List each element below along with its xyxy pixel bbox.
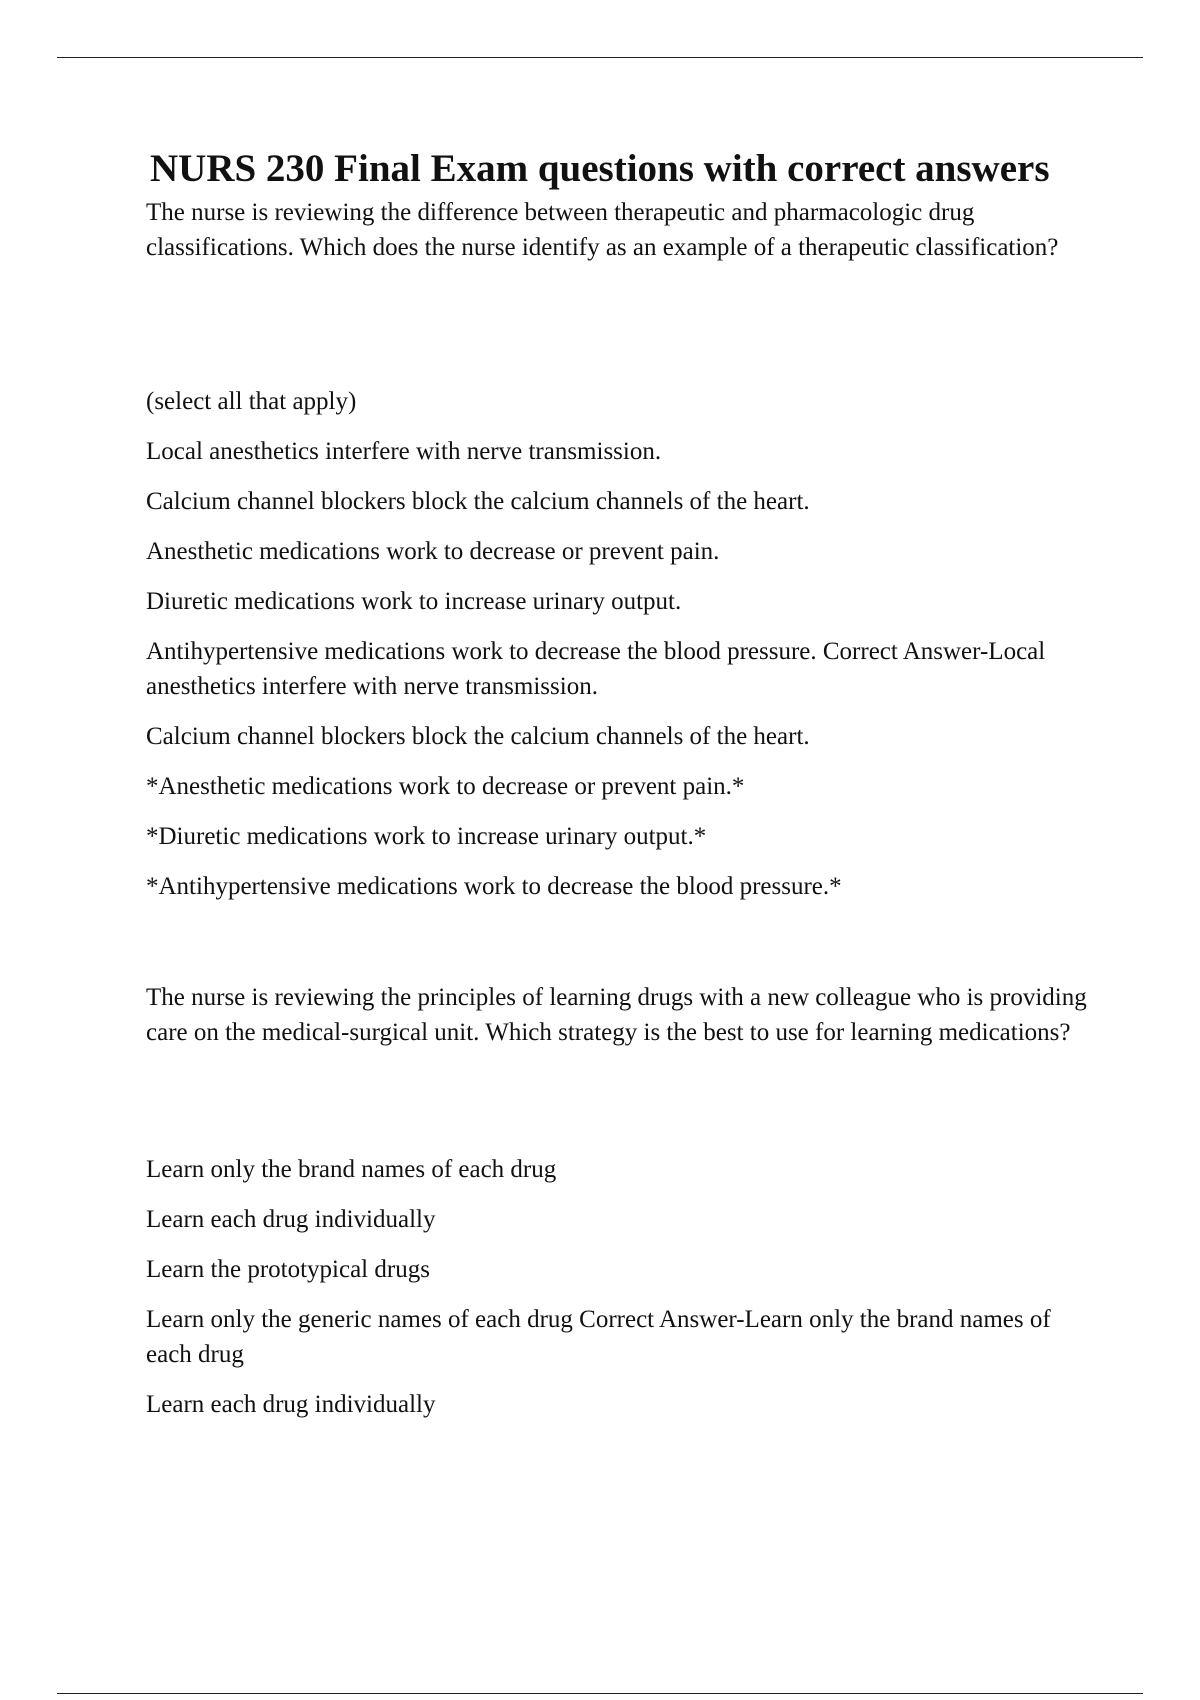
list-item: Diuretic medications work to increase urinary output. <box>146 588 682 615</box>
list-item: Learn only the brand names of each drug <box>146 1156 557 1183</box>
question-2-prompt: The nurse is reviewing the principles of learning drugs with a new colleague who is providing care on the medical-surgical unit. Which strategy is the best to use for learning medications? <box>146 984 1087 1046</box>
top-rule <box>57 57 1143 58</box>
question-1-prompt: The nurse is reviewing the difference between therapeutic and pharmacologic drug classifications. Which does the nurse identify as an example of a therapeutic classification? <box>146 199 1059 261</box>
bottom-rule <box>57 1693 1143 1694</box>
list-item: Local anesthetics interfere with nerve transmission. <box>146 438 662 465</box>
list-item: *Diuretic medications work to increase urinary output.* <box>146 823 707 850</box>
list-item: *Antihypertensive medications work to decrease the blood pressure.* <box>146 873 842 900</box>
list-item: Learn the prototypical drugs <box>146 1256 430 1283</box>
list-item: Antihypertensive medications work to decrease the blood pressure. Correct Answer-Local anesthetics interfere with nerve transmission. <box>146 638 1046 700</box>
list-item: Calcium channel blockers block the calcium channels of the heart. <box>146 488 810 515</box>
list-item: Calcium channel blockers block the calcium channels of the heart. <box>146 723 810 750</box>
list-item: Anesthetic medications work to decrease or prevent pain. <box>146 538 720 565</box>
list-item: Learn each drug individually <box>146 1391 436 1418</box>
question-1-instruction: (select all that apply) <box>146 388 357 415</box>
list-item: Learn each drug individually <box>146 1206 436 1233</box>
question-1-lines <box>146 434 1096 919</box>
list-item: Learn only the generic names of each drug Correct Answer-Learn only the brand names of each drug <box>146 1306 1051 1368</box>
document-title: NURS 230 Final Exam questions with correct answers <box>150 147 1050 190</box>
list-item: *Anesthetic medications work to decrease or prevent pain.* <box>146 773 745 800</box>
question-2-lines <box>146 1152 1096 1437</box>
